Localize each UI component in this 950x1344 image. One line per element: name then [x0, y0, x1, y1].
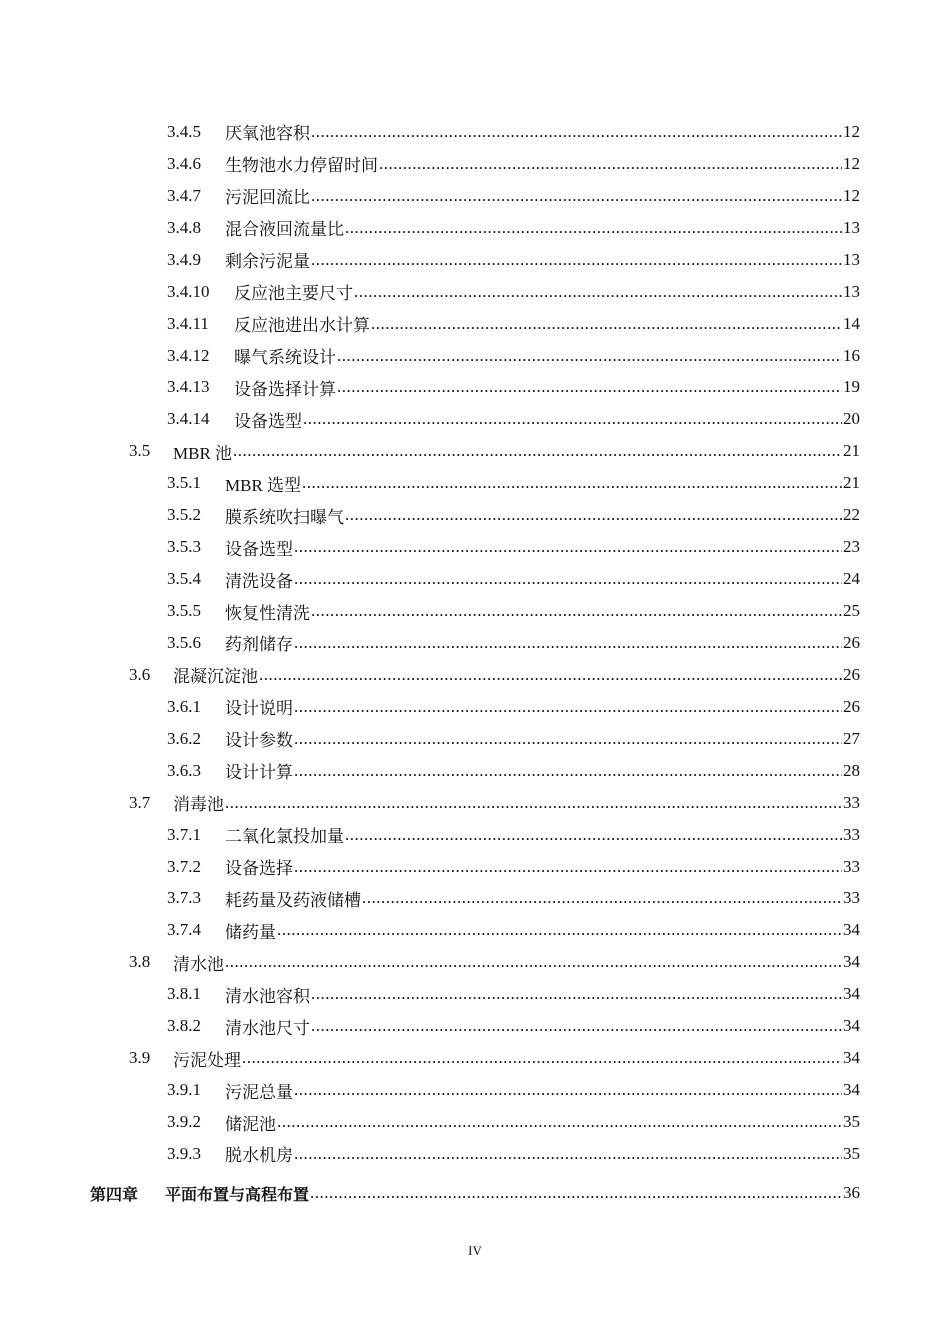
toc-entry-page: 19: [843, 377, 860, 397]
toc-entry-title: 储泥池: [225, 1114, 276, 1134]
toc-leader-dots: [259, 665, 842, 685]
toc-entry-title: 清水池尺寸: [225, 1018, 310, 1038]
toc-entry-number: 3.7.3: [167, 888, 201, 908]
toc-leader-dots: [379, 154, 842, 174]
toc-entry-number: 3.9.1: [167, 1080, 201, 1100]
toc-entry-number: 3.4.5: [167, 121, 201, 141]
toc-entry-page: 12: [843, 185, 860, 205]
toc-entry-title: 清水池容积: [225, 986, 310, 1006]
toc-entry[interactable]: [0, 276, 950, 308]
toc-entry-number: 3.6: [129, 664, 151, 684]
toc-leader-dots: [294, 761, 842, 781]
page-number-footer: IV: [468, 1243, 482, 1258]
toc-chapter-number: 第四章: [90, 1184, 139, 1204]
toc-entry-number: 3.7.4: [167, 920, 201, 940]
toc-entry[interactable]: [0, 755, 950, 787]
toc-entry-page: 21: [843, 441, 860, 461]
toc-entry[interactable]: [0, 659, 950, 691]
toc-leader-dots: [225, 793, 842, 813]
toc-entry[interactable]: [0, 1106, 950, 1138]
toc-entry-page: 28: [843, 760, 860, 780]
toc-leader-dots: [345, 825, 842, 845]
toc-entry-page: 34: [843, 952, 860, 972]
toc-entry-number: 3.4.6: [167, 153, 201, 173]
toc-entry-page: 33: [843, 856, 860, 876]
toc-entry[interactable]: [0, 787, 950, 819]
toc-entry[interactable]: [0, 978, 950, 1010]
toc-entry-title: 污泥回流比: [225, 188, 310, 208]
toc-entry-number: 3.7: [129, 792, 151, 812]
toc-entry-title: 污泥处理: [173, 1050, 241, 1070]
toc-entry-title: MBR 池: [173, 443, 233, 463]
toc-entry-title: 混凝沉淀池: [173, 667, 258, 687]
toc-entry-number: 3.5.2: [167, 505, 201, 525]
toc-entry-number: 3.5.5: [167, 601, 201, 621]
toc-entry[interactable]: [0, 851, 950, 883]
toc-leader-dots: [294, 569, 842, 589]
toc-entry[interactable]: [0, 180, 950, 212]
toc-leader-dots: [345, 218, 842, 238]
toc-leader-dots: [277, 1112, 842, 1132]
toc-leader-dots: [345, 505, 842, 525]
toc-entry-page: 25: [843, 601, 860, 621]
toc-leader-dots: [294, 633, 842, 653]
toc-entry[interactable]: [0, 499, 950, 531]
toc-leader-dots: [277, 920, 842, 940]
toc-entry-number: 3.4.14: [167, 409, 210, 429]
toc-entry[interactable]: [0, 244, 950, 276]
toc-entry-number: 3.5.6: [167, 632, 201, 652]
toc-leader-dots: [354, 282, 842, 302]
toc-entry[interactable]: [0, 467, 950, 499]
toc-entry-page: 12: [843, 121, 860, 141]
toc-entry-title: 设备选择: [225, 859, 293, 879]
toc-entry-title: 药剂储存: [225, 635, 293, 655]
toc-entry-number: 3.4.9: [167, 249, 201, 269]
toc-entry-number: 3.5.3: [167, 537, 201, 557]
toc-entry-number: 3.9.3: [167, 1143, 201, 1163]
toc-leader-dots: [371, 314, 842, 334]
toc-entry-page: 33: [843, 792, 860, 812]
toc-leader-dots: [225, 952, 842, 972]
toc-entry-title: 设备选型: [234, 411, 302, 431]
toc-leader-dots: [337, 346, 842, 366]
toc-entry-page: 27: [843, 728, 860, 748]
toc-entry-number: 3.6.3: [167, 760, 201, 780]
toc-entry[interactable]: [0, 627, 950, 659]
toc-entry-title: 耗药量及药液储槽: [225, 890, 361, 910]
toc-entry[interactable]: [0, 148, 950, 180]
toc-leader-dots: [337, 377, 842, 397]
toc-entry-page: 34: [843, 1048, 860, 1068]
toc-entry[interactable]: [0, 1074, 950, 1106]
toc-entry[interactable]: [0, 595, 950, 627]
toc-entry-title: 清水池: [173, 954, 224, 974]
toc-leader-dots: [294, 1080, 842, 1100]
toc-entry-title: 设计参数: [225, 731, 293, 751]
toc-leader-dots: [242, 1048, 842, 1068]
toc-leader-dots: [311, 122, 842, 142]
toc-entry[interactable]: [0, 531, 950, 563]
toc-entry-title: 膜系统吹扫曝气: [225, 507, 344, 527]
toc-entry[interactable]: [0, 116, 950, 148]
toc-entry-number: 3.4.10: [167, 281, 210, 301]
toc-entry-title: 恢复性清洗: [225, 603, 310, 623]
toc-entry-page: 16: [843, 345, 860, 365]
toc-entry-title: 反应池主要尺寸: [234, 284, 353, 304]
toc-entry-title: 清洗设备: [225, 571, 293, 591]
toc-entry-number: 3.5.1: [167, 473, 201, 493]
toc-leader-dots: [311, 984, 842, 1004]
toc-entry[interactable]: [0, 1138, 950, 1170]
toc-entry-title: 剩余污泥量: [225, 252, 310, 272]
toc-leader-dots: [303, 409, 842, 429]
toc-entry-page: 12: [843, 153, 860, 173]
toc-entry-page: 34: [843, 1080, 860, 1100]
toc-leader-dots: [233, 441, 842, 461]
toc-entry-page: 13: [843, 217, 860, 237]
toc-entry-number: 3.4.8: [167, 217, 201, 237]
toc-entry-title: 消毒池: [173, 795, 224, 815]
toc-entry-number: 3.4.7: [167, 185, 201, 205]
toc-leader-dots: [362, 888, 842, 908]
toc-entry-number: 3.8.2: [167, 1016, 201, 1036]
toc-entry-title: 生物池水力停留时间: [225, 156, 378, 176]
toc-entry-number: 3.6.1: [167, 696, 201, 716]
toc-entry[interactable]: [0, 308, 950, 340]
toc-entry-page: 14: [843, 313, 860, 333]
toc-entry[interactable]: [0, 340, 950, 372]
toc-entry-title: 脱水机房: [225, 1146, 293, 1166]
toc-entry-page: 13: [843, 281, 860, 301]
toc-entry-number: 3.9.2: [167, 1112, 201, 1132]
toc-entry-title: 设计说明: [225, 699, 293, 719]
toc-leader-dots: [294, 1144, 842, 1164]
toc-entry-number: 3.5: [129, 441, 151, 461]
toc-entry[interactable]: [0, 435, 950, 467]
toc-entry[interactable]: [0, 946, 950, 978]
toc-entry-page: 20: [843, 409, 860, 429]
toc-entry[interactable]: [0, 914, 950, 946]
toc-entry-title: MBR 选型: [225, 475, 302, 495]
toc-entry-title: 混合液回流量比: [225, 220, 344, 240]
toc-entry-number: 3.4.12: [167, 345, 210, 365]
toc-entry-page: 35: [843, 1143, 860, 1163]
toc-leader-dots: [311, 186, 842, 206]
toc-entry-page: 23: [843, 537, 860, 557]
toc-entry-page: 34: [843, 984, 860, 1004]
toc-entry-page: 33: [843, 824, 860, 844]
toc-entry[interactable]: [0, 372, 950, 404]
toc-entry-number: 3.5.4: [167, 569, 201, 589]
toc-chapter-entry[interactable]: [90, 1178, 860, 1208]
toc-entry-page: 22: [843, 505, 860, 525]
toc-entry-title: 曝气系统设计: [234, 348, 336, 368]
toc-entry-page: 13: [843, 249, 860, 269]
toc-entry-number: 3.7.2: [167, 856, 201, 876]
toc-entry-page: 21: [843, 473, 860, 493]
toc-entry-title: 二氧化氯投加量: [225, 827, 344, 847]
toc-entry[interactable]: [0, 1010, 950, 1042]
toc-entry-page: 26: [843, 696, 860, 716]
toc-entry[interactable]: [0, 691, 950, 723]
toc-entry-title: 设计计算: [225, 763, 293, 783]
toc-leader-dots: [311, 250, 842, 270]
toc-entry[interactable]: [0, 403, 950, 435]
table-of-contents: [0, 116, 950, 1170]
toc-chapter-page: 36: [843, 1183, 860, 1202]
toc-entry-page: 34: [843, 1016, 860, 1036]
toc-leader-dots: [294, 537, 842, 557]
toc-entry[interactable]: [0, 883, 950, 915]
toc-leader-dots: [294, 857, 842, 877]
toc-entry-page: 33: [843, 888, 860, 908]
toc-entry-page: 26: [843, 664, 860, 684]
toc-entry-page: 34: [843, 920, 860, 940]
toc-entry[interactable]: [0, 819, 950, 851]
toc-leader-dots: [310, 1183, 842, 1203]
toc-entry-number: 3.4.11: [167, 313, 209, 333]
toc-leader-dots: [311, 601, 842, 621]
toc-entry-number: 3.6.2: [167, 728, 201, 748]
toc-entry-title: 污泥总量: [225, 1082, 293, 1102]
toc-entry-title: 设备选择计算: [234, 379, 336, 399]
toc-entry[interactable]: [0, 212, 950, 244]
toc-entry-title: 厌氧池容积: [225, 124, 310, 144]
toc-leader-dots: [302, 473, 842, 493]
toc-entry-number: 3.7.1: [167, 824, 201, 844]
toc-entry-number: 3.8.1: [167, 984, 201, 1004]
toc-entry-title: 储药量: [225, 922, 276, 942]
toc-leader-dots: [311, 1016, 842, 1036]
toc-entry[interactable]: [0, 723, 950, 755]
toc-entry-title: 反应池进出水计算: [234, 316, 370, 336]
toc-entry-number: 3.8: [129, 952, 151, 972]
toc-entry[interactable]: [0, 563, 950, 595]
toc-entry[interactable]: [0, 1042, 950, 1074]
toc-entry-page: 26: [843, 632, 860, 652]
toc-entry-number: 3.4.13: [167, 377, 210, 397]
toc-chapter-title: 平面布置与高程布置: [165, 1184, 310, 1204]
toc-entry-number: 3.9: [129, 1048, 151, 1068]
toc-leader-dots: [294, 729, 842, 749]
toc-entry-page: 24: [843, 569, 860, 589]
toc-entry-page: 35: [843, 1112, 860, 1132]
toc-entry-title: 设备选型: [225, 539, 293, 559]
toc-leader-dots: [294, 697, 842, 717]
